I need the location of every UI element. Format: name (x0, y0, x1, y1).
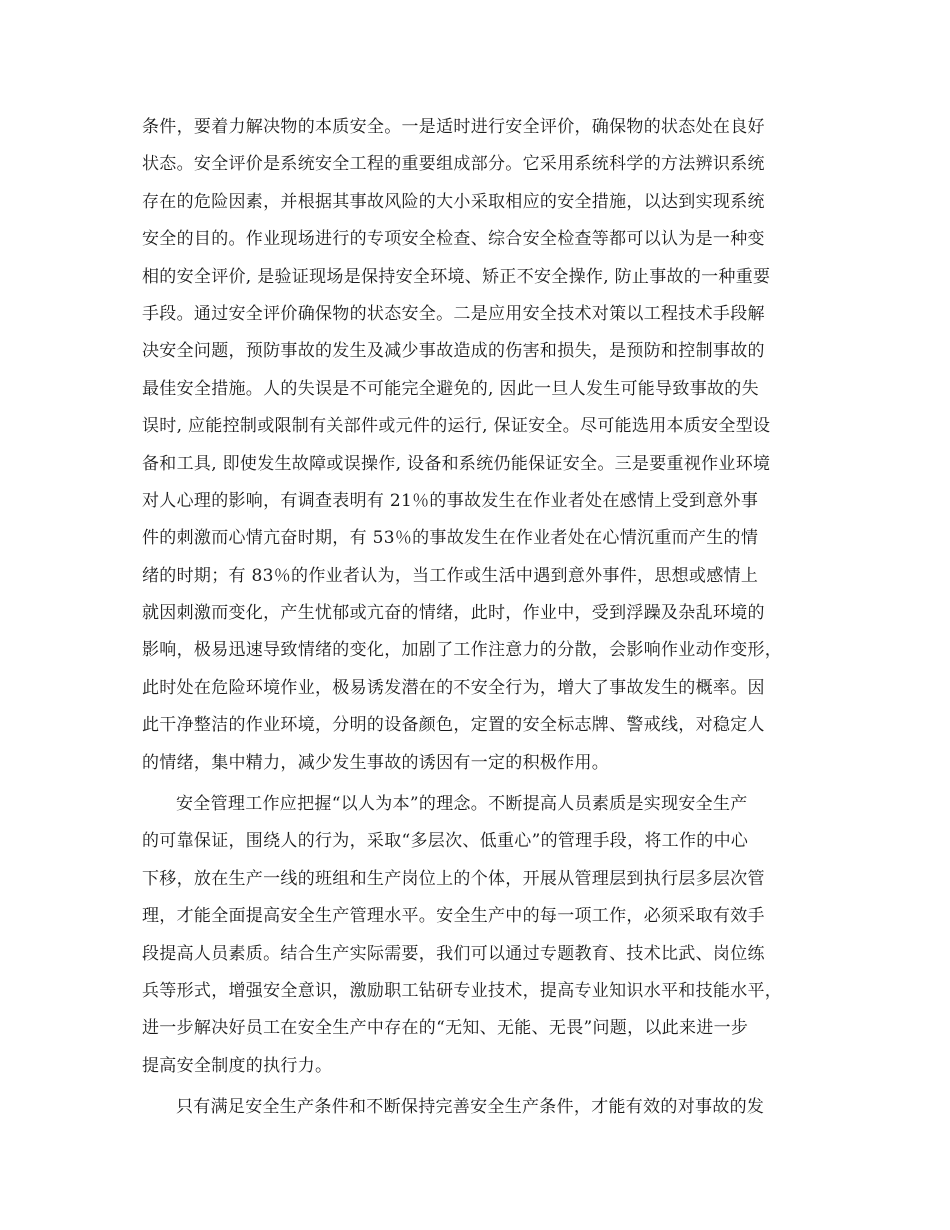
paragraph-2 (142, 786, 822, 1085)
paragraph-1 (142, 109, 822, 782)
paragraph-line: 对人心理的影响，有调查表明有 21％的事故发生在作业者处在感情上受到意外事 (142, 490, 759, 511)
paragraph-line: 最佳安全措施。人的失误是不可能完全避免的, 因此一旦人发生可能导致事故的失 (142, 378, 759, 399)
paragraph-line: 影响，极易迅速导致情绪的变化，加剧了工作注意力的分散，会影响作业动作变形， (142, 640, 783, 661)
paragraph-line: 段提高人员素质。结合生产实际需要，我们可以通过专题教育、技术比武、岗位练 (142, 943, 765, 964)
paragraph-line: 存在的危险因素，并根据其事故风险的大小采取相应的安全措施，以达到实现系统 (142, 191, 765, 212)
paragraph-line: 进一步解决好员工在安全生产中存在的“无知、无能、无畏”问题，以此来进一步 (142, 1018, 749, 1039)
document-body (142, 109, 822, 1127)
paragraph-line: 条件，要着力解决物的本质安全。一是适时进行安全评价，确保物的状态处在良好 (142, 117, 765, 137)
paragraph-line: 决安全问题，预防事故的发生及减少事故造成的伤害和损失，是预防和控制事故的 (142, 341, 765, 362)
paragraph-line: 手段。通过安全评价确保物的状态安全。二是应用安全技术对策以工程技术手段解 (142, 303, 765, 324)
paragraph-line: 提高安全制度的执行力。 (142, 1055, 333, 1076)
paragraph-line: 兵等形式，增强安全意识，激励职工钻研专业技术，提高专业知识水平和技能水平， (142, 980, 783, 1001)
paragraph-line: 误时, 应能控制或限制有关部件或元件的运行, 保证安全。尽可能选用本质安全型设 (142, 416, 771, 437)
paragraph-line: 相的安全评价, 是验证现场是保持安全环境、矫正不安全操作, 防止事故的一种重要 (142, 266, 771, 287)
paragraph-line: 的可靠保证，围绕人的行为，采取“多层次、低重心”的管理手段，将工作的中心 (142, 831, 749, 852)
paragraph-3 (142, 1089, 822, 1126)
paragraph-line: 安全管理工作应把握“以人为本”的理念。不断提高人员素质是实现安全生产 (176, 794, 748, 815)
paragraph-line: 的情绪，集中精力，减少发生事故的诱因有一定的积极作用。 (142, 752, 610, 773)
paragraph-line: 理，才能全面提高安全生产管理水平。安全生产中的每一项工作，必须采取有效手 (142, 906, 765, 927)
paragraph-line: 状态。安全评价是系统安全工程的重要组成部分。它采用系统科学的方法辨识系统 (142, 154, 765, 175)
paragraph-line: 下移，放在生产一线的班组和生产岗位上的个体，开展从管理层到执行层多层次管 (142, 868, 765, 889)
paragraph-line: 备和工具, 即使发生故障或误操作, 设备和系统仍能保证安全。三是要重视作业环境 (142, 453, 771, 474)
paragraph-line: 件的刺激而心情亢奋时期，有 53％的事故发生在作业者处在心情沉重而产生的情 (142, 528, 759, 549)
paragraph-line: 此时处在危险环境作业，极易诱发潜在的不安全行为，增大了事故发生的概率。因 (142, 677, 765, 698)
paragraph-line: 只有满足安全生产条件和不断保持完善安全生产条件，才能有效的对事故的发 (176, 1097, 765, 1118)
paragraph-line: 绪的时期；有 83％的作业者认为，当工作或生活中遇到意外事件，思想或感情上 (142, 565, 759, 586)
paragraph-line: 就因刺激而变化，产生忧郁或亢奋的情绪，此时，作业中，受到浮躁及杂乱环境的 (142, 603, 765, 624)
paragraph-line: 此干净整洁的作业环境，分明的设备颜色，定置的安全标志牌、警戒线，对稳定人 (142, 715, 765, 736)
paragraph-line: 安全的目的。作业现场进行的专项安全检查、综合安全检查等都可以认为是一种变 (142, 229, 765, 250)
